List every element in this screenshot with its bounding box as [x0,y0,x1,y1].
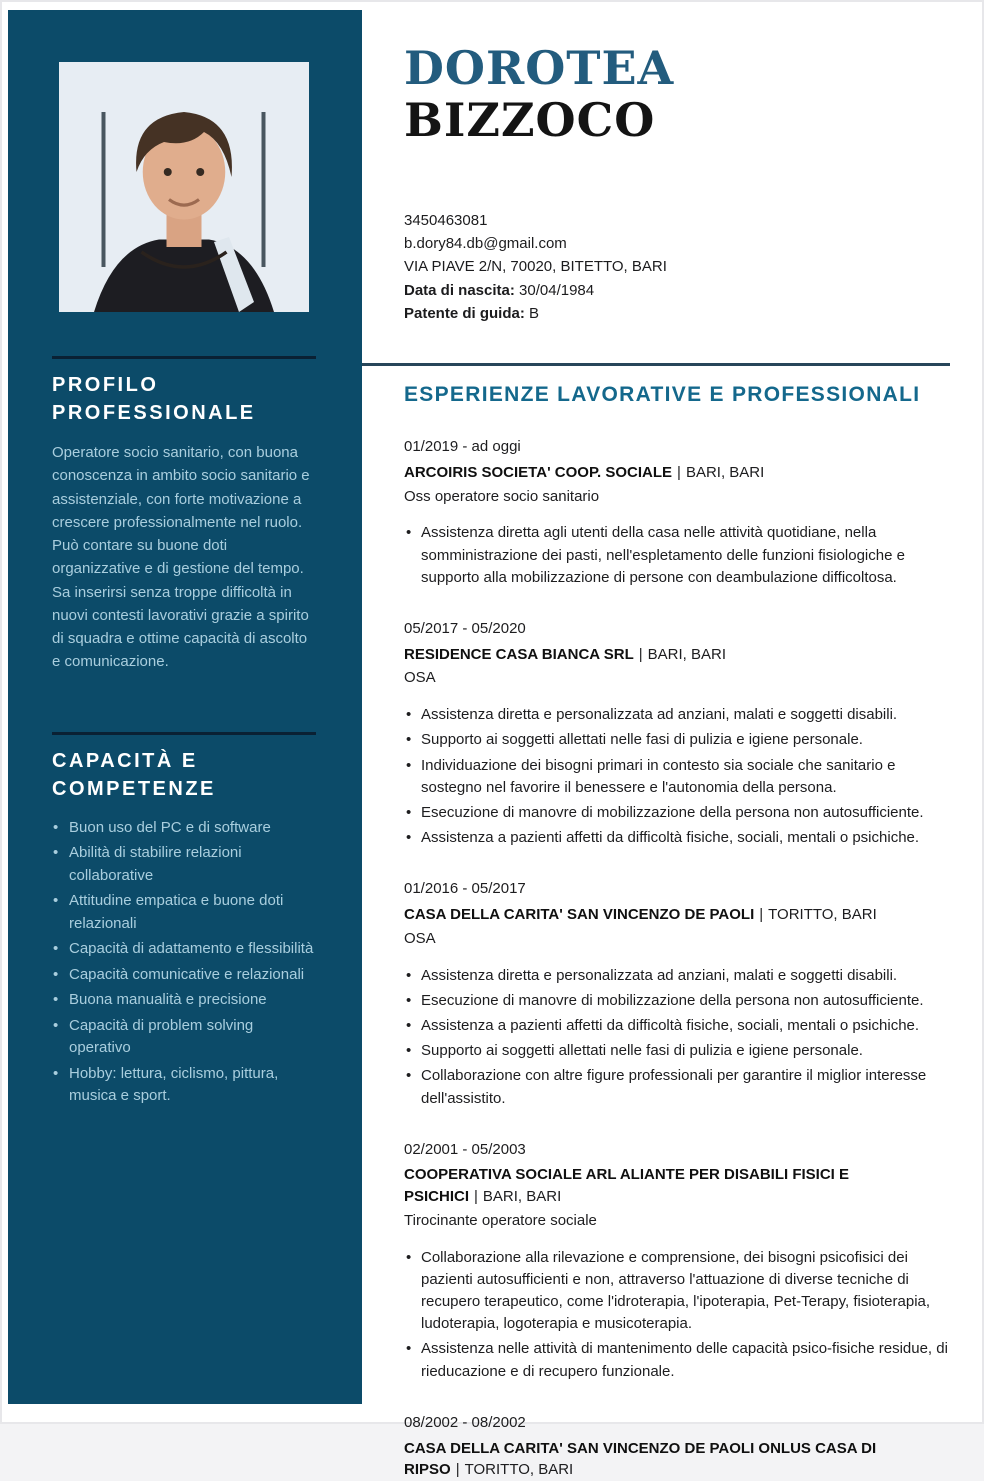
section-divider [52,732,316,735]
job-bullets [404,704,950,849]
company-name: COOPERATIVA SOCIALE ARL ALIANTE PER DISABILI FISICI E PSICHICI [404,1166,850,1206]
job-role: Tirocinante operatore sociale [404,1211,597,1229]
company-location-separator: | [638,645,643,663]
job-bullet-item: • Esecuzione di manovre di mobilizzazione della persona non autosufficiente. [404,990,950,1012]
job-role: OSA [404,669,436,687]
main-content [362,0,984,1481]
job-bullet-item: • Collaborazione alla rilevazione e comprensione, dei bisogni psicofisici dei pazienti autosufficienti e non, attraverso l'attuazione di diverse tecniche di recupero terapeutico, come l'idroterapia, l'ipoterapia, Pet-Terapy, fisioterapia, ludoterapia, logoterapia e musicoterapia. [404,1247,950,1336]
driving-license [404,302,984,325]
profile-text: Operatore socio sanitario, con buona conoscenza in ambito socio sanitario e assistenziale, con forte motivazione a crescere professionalmente nel ruolo. Può contare su buone doti organizzative e di gestione del tempo. Sa inserirsi senza troppe difficoltà in nuovi contesti lavorativi grazie a spirito di squadra e ottime capacità di ascolto e comunicazione. [52,444,310,671]
job-company-line [404,904,950,926]
skill-item: • Hobby: lettura, ciclismo, pittura, musica e sport. [52,1063,316,1108]
skills-list [52,817,316,1108]
company-location: BARI, BARI [647,645,727,663]
jobs-list [404,436,950,1481]
company-location: BARI, BARI [685,463,765,481]
job-entry [404,1139,950,1383]
last-name: BIZZOCO [404,93,656,148]
experience-section-rule [362,363,950,366]
skill-item: • Capacità di adattamento e flessibilità [52,938,316,961]
job-role: OSA [404,929,436,947]
job-bullet-item: • Individuazione dei bisogni primari in contesto sia sociale che sanitario e sostegno nel favorire il benessere e l'autonomia della persona. [404,755,950,799]
job-entry [404,1412,950,1481]
skill-item: • Capacità di problem solving operativo [52,1015,316,1060]
skill-item: • Attitudine empatica e buone doti relazionali [52,890,316,935]
skills-heading: CAPACITÀ E COMPETENZE [52,749,216,800]
company-location: BARI, BARI [482,1188,562,1206]
job-bullet-item: • Assistenza a pazienti affetti da difficoltà fisiche, sociali, mentali o psichiche. [404,1015,950,1037]
postal-address: VIA PIAVE 2/N, 70020, BITETTO, BARI [404,258,667,276]
email-address: b.dory84.db@gmail.com [404,235,567,253]
skill-item: • Buona manualità e precisione [52,989,316,1012]
candidate-name [404,42,984,147]
company-name: ARCOIRIS SOCIETA' COOP. SOCIALE [404,463,673,481]
skill-item: • Buon uso del PC e di software [52,817,316,840]
skill-item: • Capacità comunicative e relazionali [52,964,316,987]
sidebar [8,10,362,1404]
driving-license-value: B [529,304,540,322]
job-bullet-item: • Assistenza nelle attività di mantenimento delle capacità psico-fisiche residue, di rieducazione e di recupero funzionale. [404,1338,950,1382]
job-bullet-item: • Assistenza diretta agli utenti della casa nelle attività quotidiane, nella somministrazione dei pasti, nell'espletamento delle funzioni fisiologiche e supporto alla mobilizzazione di persone con deambulazione difficoltosa. [404,522,950,589]
job-dates: 02/2001 - 05/2003 [404,1140,526,1158]
company-location-separator: | [759,906,764,924]
profile-heading: PROFILO PROFESSIONALE [52,374,256,424]
job-bullet-item: • Assistenza a pazienti affetti da difficoltà fisiche, sociali, mentali o psichiche. [404,827,950,849]
job-role: Oss operatore socio sanitario [404,487,600,505]
company-name: RESIDENCE CASA BIANCA SRL [404,645,634,663]
job-bullets [404,1247,950,1383]
birth-date-label: Data di nascita: [404,281,515,299]
job-dates: 01/2019 - ad oggi [404,438,521,456]
job-company-line [404,644,950,666]
company-location: TORITTO, BARI [768,906,877,924]
job-bullet-item: • Supporto ai soggetti allettati nelle fasi di pulizia e igiene personale. [404,729,950,751]
job-dates: 01/2016 - 05/2017 [404,880,526,898]
skill-item: • Abilità di stabilire relazioni collaborative [52,842,316,887]
experience-heading: ESPERIENZE LAVORATIVE E PROFESSIONALI [404,383,921,407]
company-name: CASA DELLA CARITA' SAN VINCENZO DE PAOLI ONLUS CASA DI RIPSO [404,1439,877,1479]
job-bullet-item: • Assistenza diretta e personalizzata ad anziani, malati e soggetti disabili. [404,965,950,987]
job-bullets [404,965,950,1110]
job-bullet-item: • Assistenza diretta e personalizzata ad anziani, malati e soggetti disabili. [404,704,950,726]
job-company-line [404,1164,950,1208]
job-bullet-item: • Supporto ai soggetti allettati nelle fasi di pulizia e igiene personale. [404,1040,950,1062]
job-bullet-item: • Collaborazione con altre figure professionali per garantire il miglior interesse dell'assistito. [404,1065,950,1109]
company-name: CASA DELLA CARITA' SAN VINCENZO DE PAOLI [404,906,755,924]
job-dates: 05/2017 - 05/2020 [404,619,526,637]
job-bullets [404,522,950,589]
birth-date-value: 30/04/1984 [519,281,595,299]
company-location: TORITTO, BARI [464,1461,574,1479]
contact-block [404,209,984,325]
profile-photo [59,62,309,312]
driving-license-label: Patente di guida: [404,304,525,322]
section-divider [52,356,316,359]
profile-section [52,356,316,674]
phone-number: 3450463081 [404,211,488,229]
job-entry [404,436,950,589]
company-location-separator: | [677,463,681,481]
first-name: DOROTEA [404,41,675,95]
company-location-separator: | [455,1461,460,1479]
job-company-line [404,462,950,484]
skills-section [52,732,316,1108]
job-dates: 08/2002 - 08/2002 [404,1413,526,1431]
job-entry [404,618,950,849]
job-bullet-item: • Esecuzione di manovre di mobilizzazione della persona non autosufficiente. [404,802,950,824]
company-location-separator: | [474,1188,478,1206]
job-company-line [404,1438,950,1481]
woman-portrait-photo [59,62,309,312]
job-entry [404,878,950,1109]
birth-date [404,279,984,302]
